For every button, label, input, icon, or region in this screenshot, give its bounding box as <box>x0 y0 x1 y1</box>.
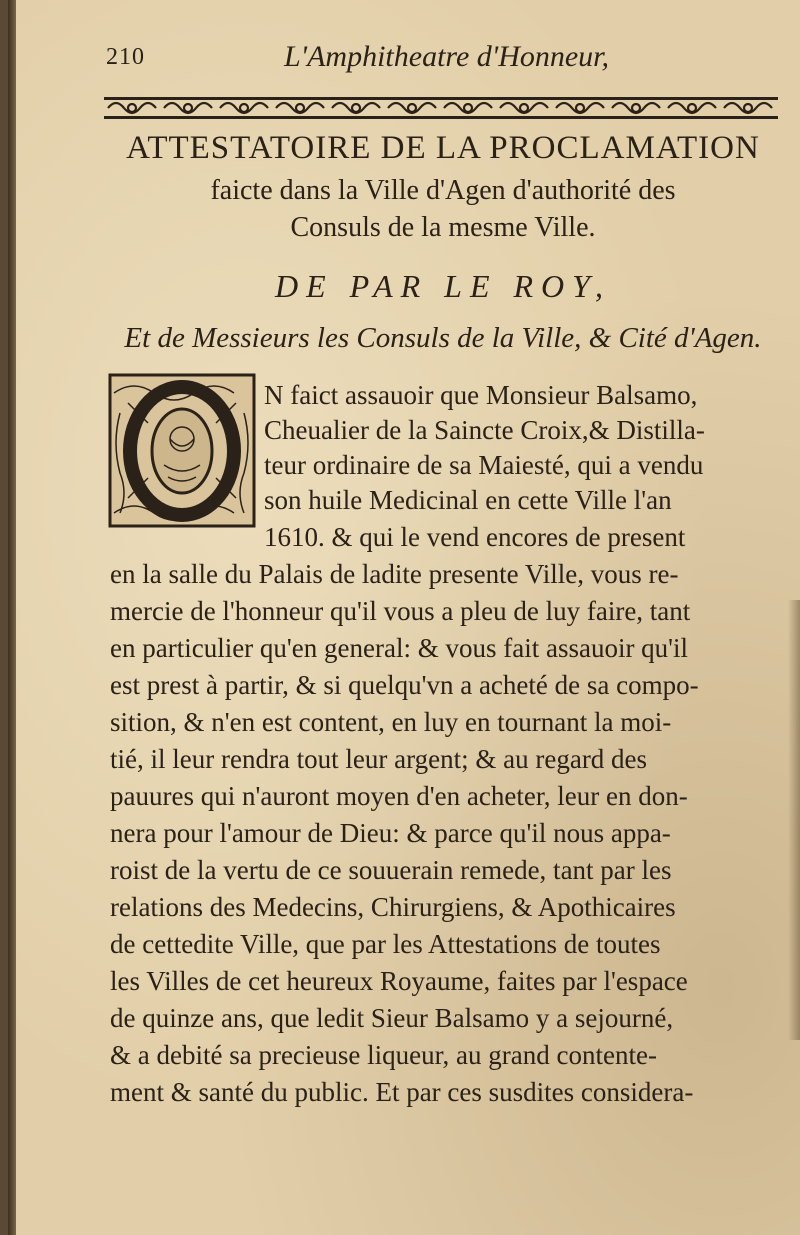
body-line: N faict assauoir que Monsieur Balsamo, <box>264 380 698 410</box>
heading-line-2: faicte dans la Ville d'Agen d'authorité des <box>210 175 676 206</box>
body-line: en particulier qu'en general: & vous fait assauoir qu'il <box>110 633 689 663</box>
running-head <box>106 40 746 84</box>
body-line: les Villes de cet heureux Royaume, faites par l'espace <box>110 966 688 996</box>
body-line: de quinze ans, que ledit Sieur Balsamo y a sejourné, <box>110 1003 674 1033</box>
body-line: ment & santé du public. Et par ces susdites considera- <box>110 1077 694 1107</box>
decree-subtitle: Et de Messieurs les Consuls de la Ville, & Cité d'Agen. <box>124 322 762 354</box>
running-title: L'Amphitheatre d'Honneur, <box>284 40 610 73</box>
book-page <box>8 0 800 1235</box>
body-line: Cheualier de la Saincte Croix,& Distilla- <box>264 415 705 445</box>
ornament-band-icon <box>104 95 778 121</box>
page-number: 210 <box>106 44 145 70</box>
body-line: sition, & n'en est content, en luy en tournant la moi- <box>110 707 672 737</box>
body-line: pauures qui n'auront moyen d'en acheter, leur en don- <box>110 781 688 811</box>
heading-line-1: ATTESTATOIRE DE LA PROCLAMATION <box>126 130 760 166</box>
body-line: & a debité sa precieuse liqueur, au grand contente- <box>110 1040 657 1070</box>
body-line: nera pour l'amour de Dieu: & parce qu'il nous appa- <box>110 818 671 848</box>
book-spine-shadow <box>8 0 16 1235</box>
body-line: en la salle du Palais de ladite presente Ville, vous re- <box>110 559 679 589</box>
decorated-initial-o-icon <box>108 373 256 528</box>
decree-title: DE PAR LE ROY, <box>274 268 612 304</box>
body-line: son huile Medicinal en cette Ville l'an <box>264 485 672 515</box>
body-line: est prest à partir, & si quelqu'vn a acheté de sa compo- <box>110 670 699 700</box>
page-edge-stain <box>788 600 800 1040</box>
heading-line-3: Consuls de la mesme Ville. <box>290 212 596 243</box>
body-line: 1610. & qui le vend encores de present <box>264 522 686 552</box>
body-line: mercie de l'honneur qu'il vous a pleu de luy faire, tant <box>110 596 691 626</box>
body-line: teur ordinaire de sa Maiesté, qui a vendu <box>264 450 704 480</box>
body-line: relations des Medecins, Chirurgiens, & Apothicaires <box>110 892 676 922</box>
body-line: de cettedite Ville, que par les Attestations de toutes <box>110 929 661 959</box>
body-line: roist de la vertu de ce souuerain remede, tant par les <box>110 855 672 885</box>
body-line: tié, il leur rendra tout leur argent; & au regard des <box>110 744 648 774</box>
